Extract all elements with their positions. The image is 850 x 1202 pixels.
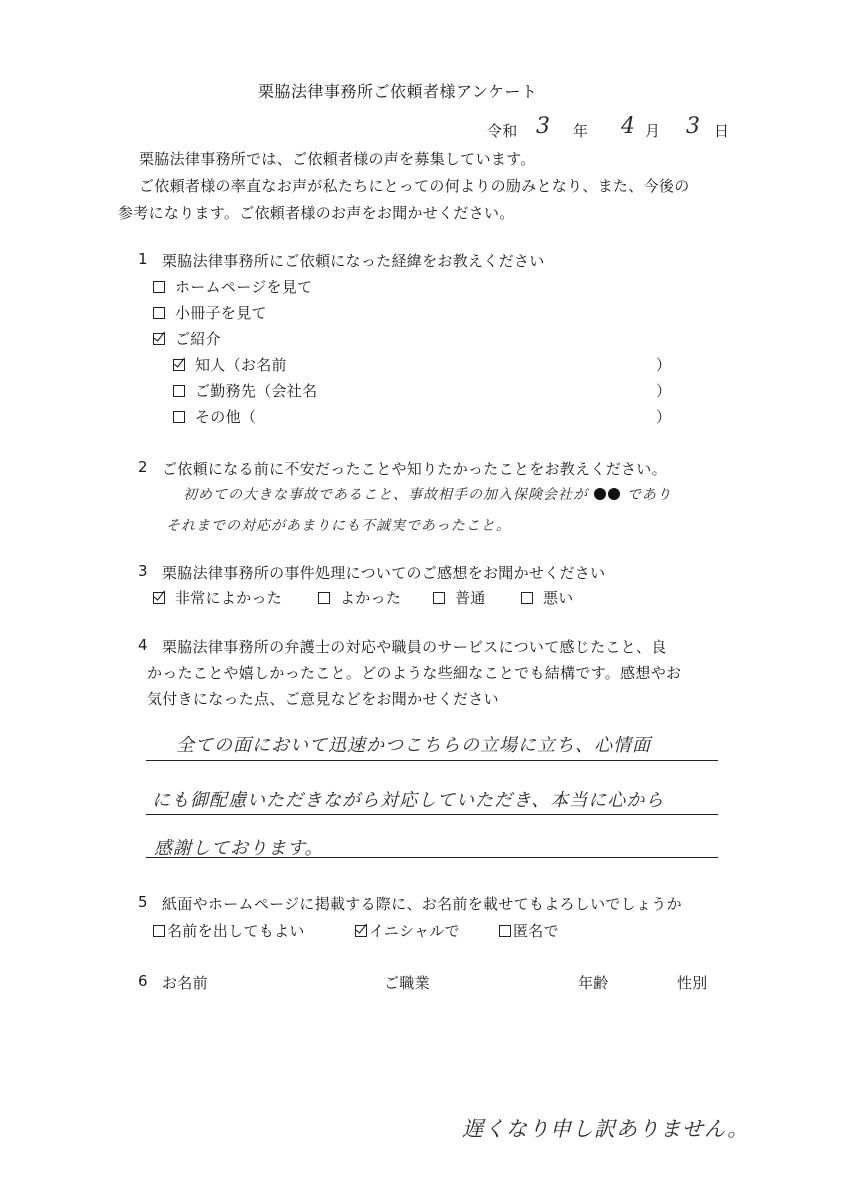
checkbox[interactable] (153, 307, 165, 319)
q3-number: 3 (138, 562, 148, 580)
option-label: ご勤務先（会社名 (195, 382, 318, 400)
option-label: 名前を出してもよい (167, 922, 305, 940)
option-label: 小冊子を見て (175, 304, 267, 322)
q2-answer-line-2: それまでの対応があまりにも不誠実であったこと。 (166, 518, 511, 534)
date-day-value: 3 (686, 114, 701, 139)
q3-option-average[interactable] (433, 587, 486, 608)
date-era: 令和 (487, 122, 518, 140)
q6-name-label: お名前 (162, 974, 208, 992)
checkbox-checked[interactable] (153, 333, 165, 345)
q1-option-referral[interactable] (153, 328, 221, 349)
q1-option-homepage[interactable] (153, 276, 312, 297)
checkbox[interactable] (153, 281, 165, 293)
checkbox[interactable] (318, 592, 330, 604)
q6-age-label: 年齢 (578, 974, 609, 992)
date-month-value: 4 (621, 114, 636, 139)
q4-answer-line-3: 感謝しております。 (154, 838, 324, 859)
q1-number: 1 (138, 250, 148, 268)
q2-answer-part-1: 初めての大きな事故であること、事故相手の加入保険会社が (183, 487, 588, 503)
q5-question: 紙面やホームページに掲載する際に、お名前を載せてもよろしいでしょうか (162, 895, 682, 913)
q1-sub-acquaintance[interactable] (173, 354, 287, 375)
q4-answer-line-2: にも御配慮いただきながら対応していただき、本当に心から (152, 790, 665, 811)
q5-option-full-name[interactable] (153, 920, 305, 941)
option-label: イニシャルで (369, 922, 460, 940)
date-month-label: 月 (645, 122, 661, 140)
close-paren: ） (656, 356, 672, 374)
q3-option-bad[interactable] (521, 587, 574, 608)
q5-option-initials[interactable] (355, 920, 460, 941)
option-label: 非常によかった (175, 589, 283, 607)
q6-number: 6 (138, 972, 148, 990)
option-label: 普通 (455, 589, 486, 607)
answer-rule (146, 814, 718, 815)
checkbox[interactable] (173, 411, 185, 423)
q5-number: 5 (138, 893, 148, 911)
q4-number: 4 (138, 636, 148, 654)
q4-question-line-3: 気付きになった点、ご意見などをお聞かせください (147, 690, 499, 708)
checkbox[interactable] (173, 385, 185, 397)
date-day-label: 日 (714, 122, 730, 140)
checkbox-checked[interactable] (355, 925, 367, 937)
answer-rule (146, 760, 718, 761)
q2-answer-line-1 (183, 484, 672, 504)
q4-question-line-2: かったことや嬉しかったこと。どのような些細なことでも結構です。感想やお (147, 664, 682, 682)
option-label: ホームページを見て (175, 278, 313, 296)
q1-sub-employer[interactable] (173, 380, 317, 401)
q3-option-very-good[interactable] (153, 587, 282, 608)
option-label: ご紹介 (175, 330, 221, 348)
option-label: よかった (340, 589, 402, 607)
answer-rule (146, 857, 718, 858)
q1-question: 栗脇法律事務所にご依頼になった経緯をお教えください (162, 252, 545, 270)
option-label: その他（ (195, 408, 257, 426)
option-label: 匿名で (513, 922, 559, 940)
q4-answer-line-1: 全ての面において迅速かつこちらの立場に立ち、心情面 (176, 735, 651, 756)
checkbox-checked[interactable] (173, 359, 185, 371)
date-year-value: 3 (536, 114, 551, 139)
checkbox[interactable] (153, 925, 165, 937)
intro-line-2: ご依頼者様の率直なお声が私たちにとっての何よりの励みとなり、また、今後の (139, 177, 690, 195)
close-paren: ） (656, 408, 672, 426)
q3-question: 栗脇法律事務所の事件処理についてのご感想をお聞かせください (162, 564, 606, 582)
checkbox[interactable] (499, 925, 511, 937)
q6-job-label: ご職業 (384, 974, 430, 992)
q4-question-line-1: 栗脇法律事務所の弁護士の対応や職員のサービスについて感じたこと、良 (162, 638, 667, 656)
q6-gender-label: 性別 (677, 974, 708, 992)
option-label: 知人（お名前 (195, 356, 287, 374)
q1-option-booklet[interactable] (153, 302, 267, 323)
q2-answer-part-2: であり (626, 487, 672, 503)
option-label: 悪い (543, 589, 574, 607)
checkbox[interactable] (521, 592, 533, 604)
intro-line-3: 参考になります。ご依頼者様のお声をお聞かせください。 (118, 204, 515, 222)
redaction-mark (593, 487, 621, 503)
q5-option-anonymous[interactable] (499, 920, 559, 941)
q1-sub-other[interactable] (173, 406, 256, 427)
checkbox[interactable] (433, 592, 445, 604)
form-title: 栗脇法律事務所ご依頼者様アンケート (258, 82, 538, 101)
closing-note: 遅くなり申し訳ありません。 (462, 1117, 750, 1141)
q2-number: 2 (138, 458, 148, 476)
checkbox-checked[interactable] (153, 592, 165, 604)
date-year-label: 年 (573, 122, 589, 140)
close-paren: ） (656, 382, 672, 400)
intro-line-1: 栗脇法律事務所では、ご依頼者様の声を募集しています。 (139, 150, 536, 168)
q2-question: ご依頼になる前に不安だったことや知りたかったことをお教えください。 (162, 460, 667, 478)
q3-option-good[interactable] (318, 587, 401, 608)
